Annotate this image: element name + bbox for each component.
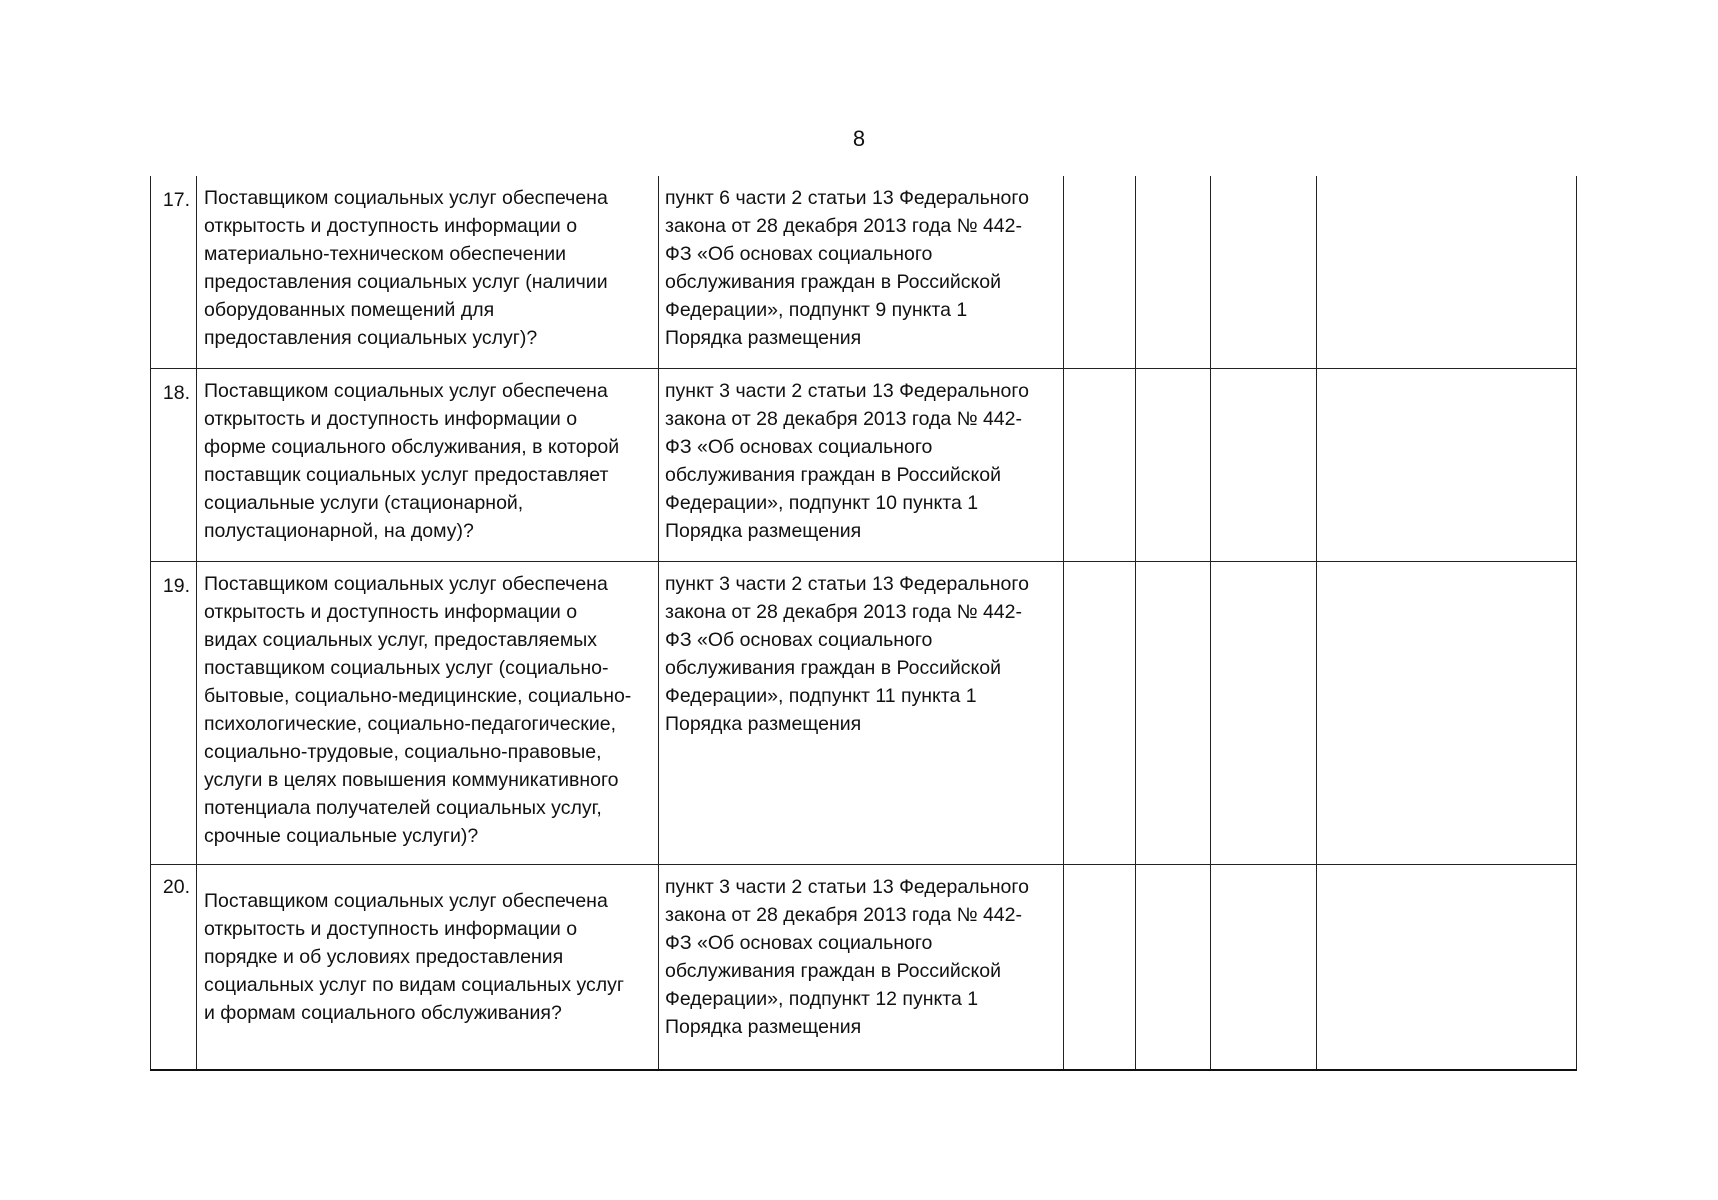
legal-basis-cell: [659, 369, 1064, 562]
question-text: Поставщиком социальных услуг обеспечена открытость и доступность информации о материально-техническом обеспечении предоставления социальных услуг (наличии оборудованных помещений для предоставления социальных услуг)?: [204, 187, 608, 349]
row-number: 18.: [151, 369, 197, 562]
answer-no-cell[interactable]: [1136, 176, 1211, 369]
legal-basis-text: пункт 3 части 2 статьи 13 Федерального закона от 28 декабря 2013 года № 442- ФЗ «Об основах социального обслуживания граждан в Российской Федерации», подпункт 12 пункта 1 Порядка размещения: [665, 876, 1029, 1038]
question-text: Поставщиком социальных услуг обеспечена открытость и доступность информации о форме социального обслуживания, в которой поставщик социальных услуг предоставляет социальные услуги (стационарной, полустационарной, на дому)?: [204, 380, 620, 542]
page-number: 8: [852, 126, 866, 151]
question-cell: [197, 176, 659, 369]
question-cell: [197, 865, 659, 1071]
note-cell[interactable]: [1317, 176, 1577, 369]
table-row: [151, 562, 1577, 865]
table-row: [151, 865, 1577, 1071]
legal-basis-cell: [659, 562, 1064, 865]
note-cell[interactable]: [1317, 369, 1577, 562]
row-number: 19.: [151, 562, 197, 865]
question-cell: [197, 369, 659, 562]
legal-basis-cell: [659, 176, 1064, 369]
answer-na-cell[interactable]: [1211, 176, 1317, 369]
note-cell[interactable]: [1317, 865, 1577, 1071]
row-number: 17.: [151, 176, 197, 369]
answer-yes-cell[interactable]: [1064, 369, 1136, 562]
question-cell: [197, 562, 659, 865]
answer-no-cell[interactable]: [1136, 562, 1211, 865]
answer-yes-cell[interactable]: [1064, 865, 1136, 1071]
answer-na-cell[interactable]: [1211, 369, 1317, 562]
question-text: Поставщиком социальных услуг обеспечена открытость и доступность информации о порядке и об условиях предоставления социальных услуг по видам социальных услуг и формам социального обслуживания?: [204, 890, 625, 1024]
answer-no-cell[interactable]: [1136, 369, 1211, 562]
answer-na-cell[interactable]: [1211, 562, 1317, 865]
table-row: [151, 176, 1577, 369]
legal-basis-text: пункт 3 части 2 статьи 13 Федерального закона от 28 декабря 2013 года № 442- ФЗ «Об основах социального обслуживания граждан в Российской Федерации», подпункт 11 пункта 1 Порядка размещения: [665, 573, 1029, 735]
answer-no-cell[interactable]: [1136, 865, 1211, 1071]
legal-basis-text: пункт 6 части 2 статьи 13 Федерального закона от 28 декабря 2013 года № 442- ФЗ «Об основах социального обслуживания граждан в Российской Федерации», подпункт 9 пункта 1 Порядка размещения: [665, 187, 1029, 349]
row-number: 20.: [151, 865, 197, 1071]
answer-na-cell[interactable]: [1211, 865, 1317, 1071]
legal-basis-text: пункт 3 части 2 статьи 13 Федерального закона от 28 декабря 2013 года № 442- ФЗ «Об основах социального обслуживания граждан в Российской Федерации», подпункт 10 пункта 1 Порядка размещения: [665, 380, 1029, 542]
answer-yes-cell[interactable]: [1064, 562, 1136, 865]
checklist-table: [150, 176, 1577, 1071]
question-text: Поставщиком социальных услуг обеспечена открытость и доступность информации о видах социальных услуг, предоставляемых поставщиком социальных услуг (социально- бытовые, социально-медицинские, социально- психологические, социально-педагогические, социально-трудовые, социально-правовые, услуги в целях повышения коммуникативного потенциала получателей социальных услуг, срочные социальные услуги)?: [204, 573, 632, 847]
answer-yes-cell[interactable]: [1064, 176, 1136, 369]
note-cell[interactable]: [1317, 562, 1577, 865]
table-row: [151, 369, 1577, 562]
legal-basis-cell: [659, 865, 1064, 1071]
